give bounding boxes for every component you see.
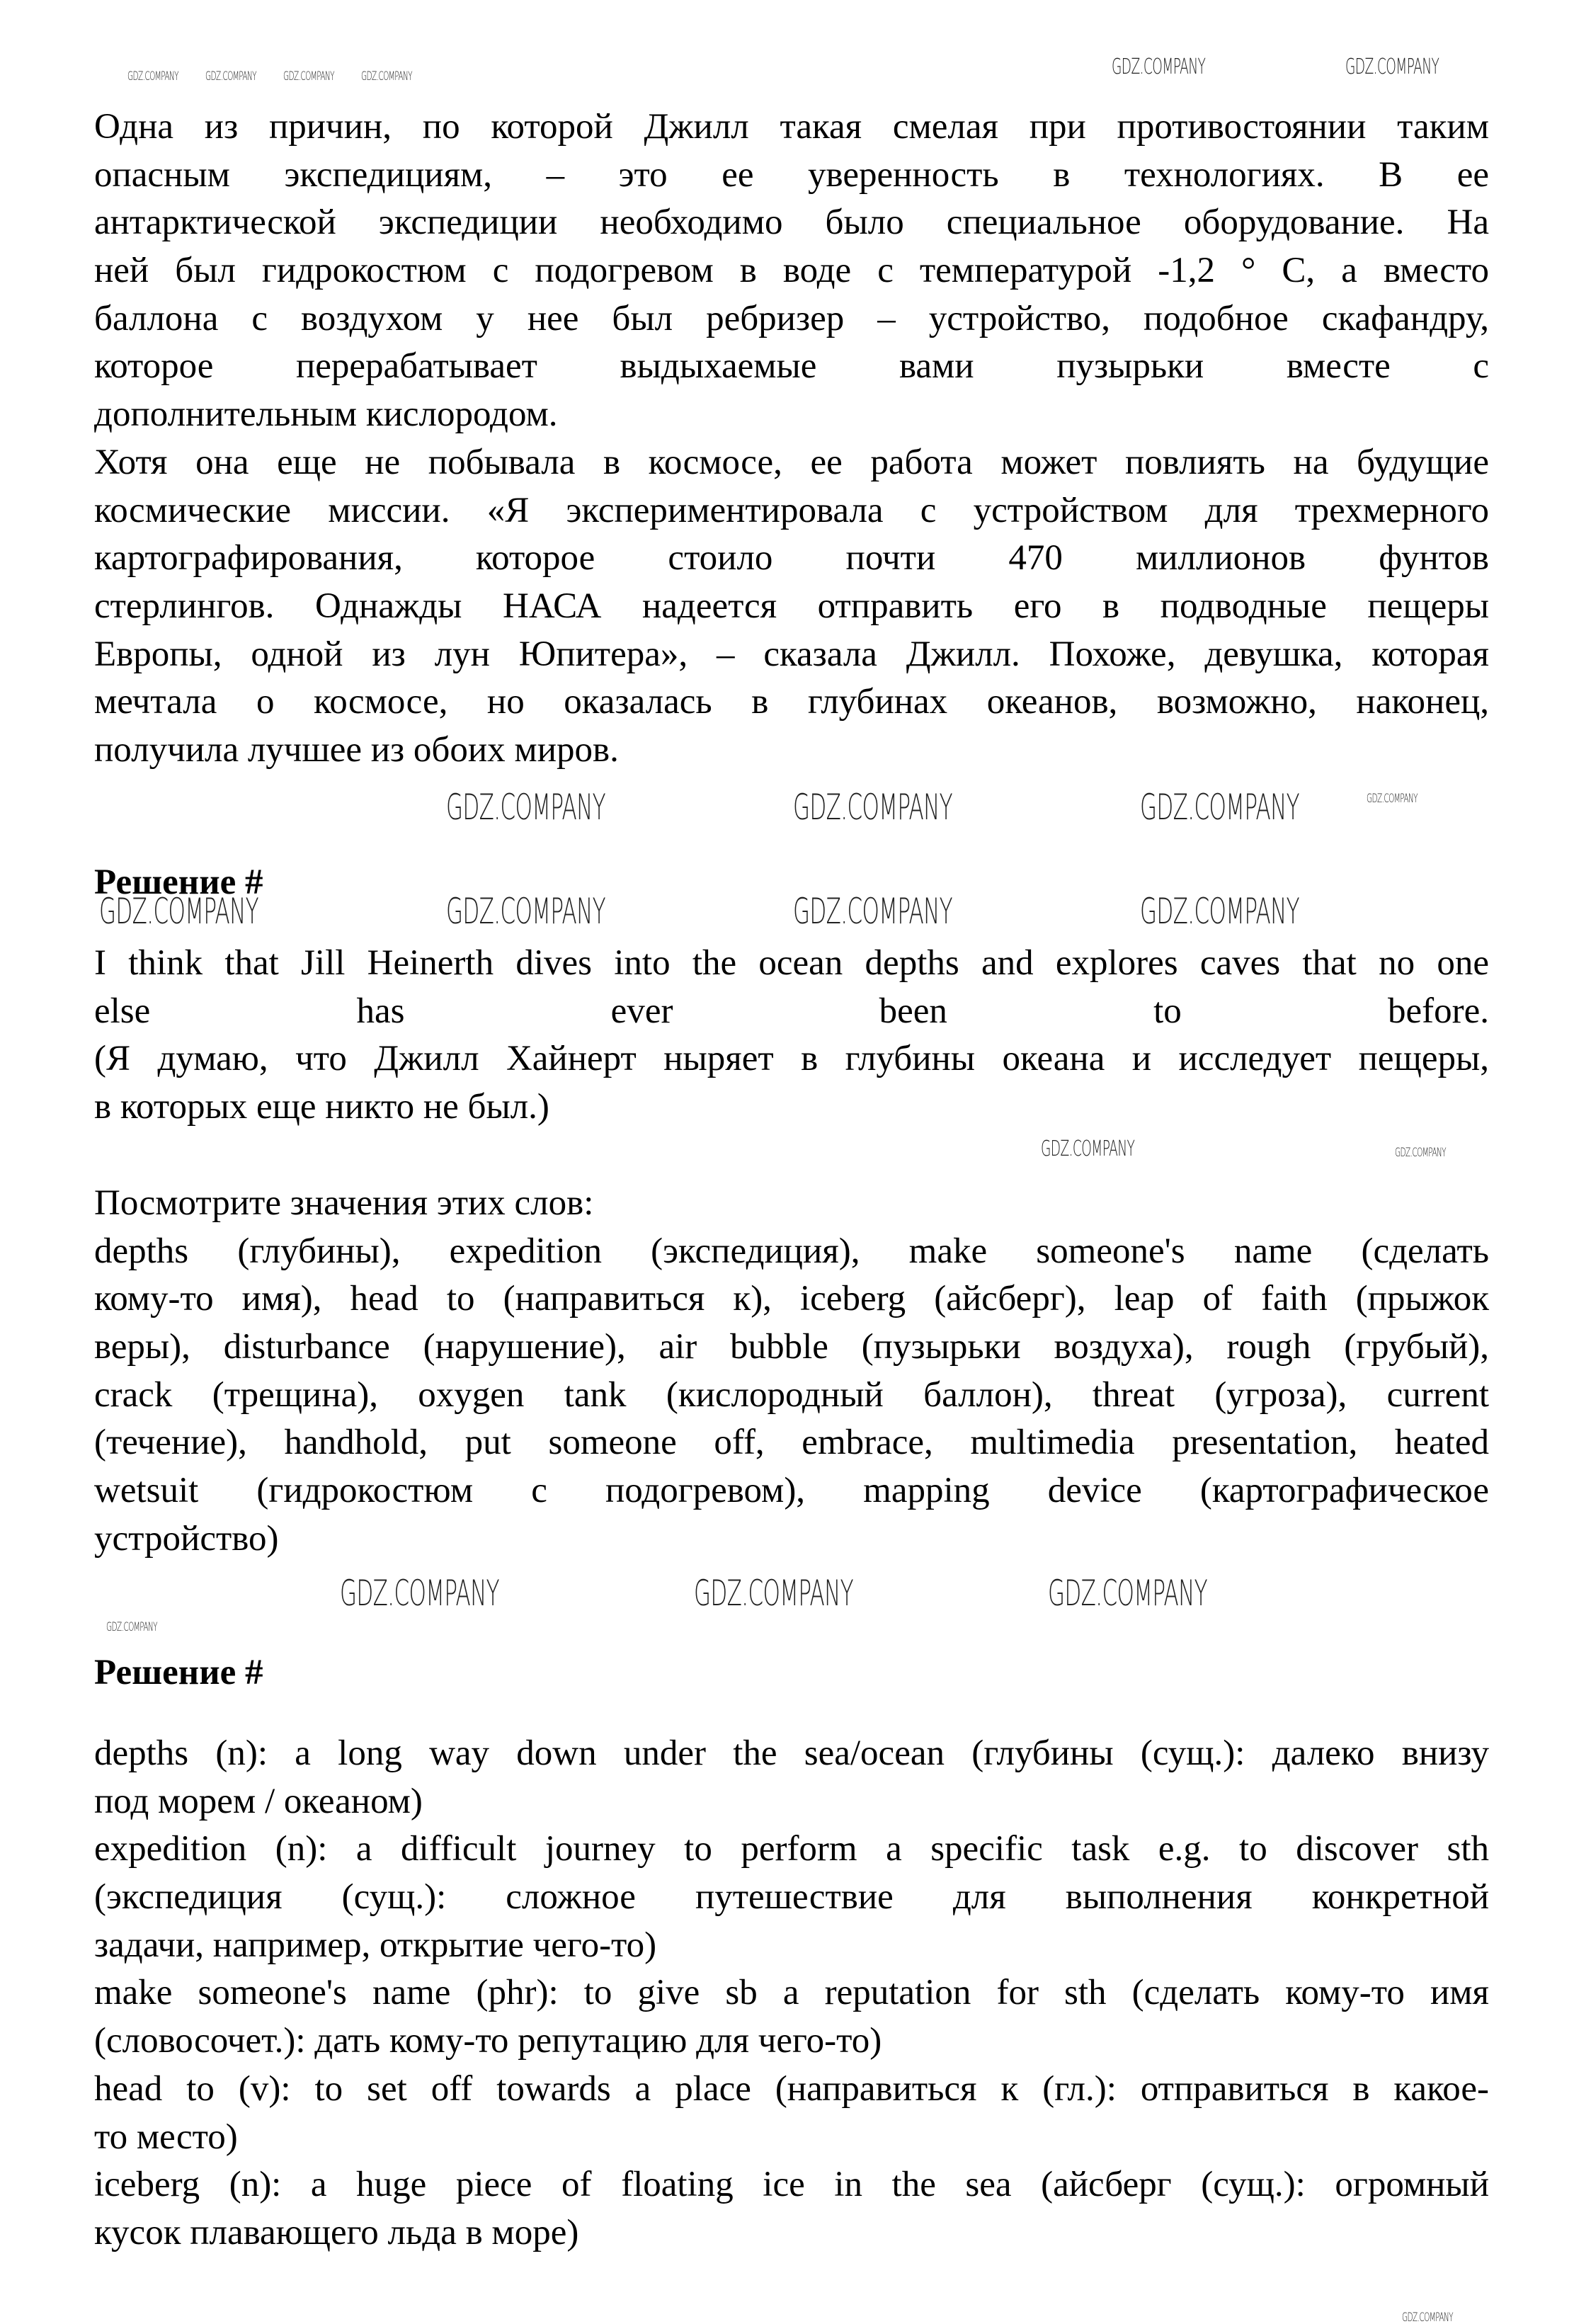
article-line: картографирования, которое стоило почти 470 миллионов фунтов: [94, 538, 1489, 579]
article-line: которое перерабатывает выдыхаемые вами пузырьки вместе с: [94, 346, 1489, 387]
vocab-line: (течение), handhold, put someone off, embrace, multimedia presentation, heated: [94, 1423, 1489, 1463]
definition-line: то место): [94, 2117, 238, 2157]
watermark: GDZ.COMPANY: [127, 69, 179, 84]
watermark: GDZ.COMPANY: [694, 1573, 854, 1614]
vocab-line: устройство): [94, 1518, 279, 1559]
vocab-intro: Посмотрите значения этих слов:: [94, 1183, 594, 1223]
article-text: [94, 103, 1489, 775]
watermark: GDZ.COMPANY: [340, 1573, 500, 1614]
article-line: Европы, одной из лун Юпитера», – сказала Джилл. Похоже, девушка, которая: [94, 634, 1489, 674]
definitions-list: [94, 1730, 1489, 2257]
definition-line: (словосочет.): дать кому-то репутацию для чего-то): [94, 2021, 882, 2061]
vocab-line: crack (трещина), oxygen tank (кислородный баллон), threat (угроза), current: [94, 1374, 1489, 1415]
watermark: GDZ.COMPANY: [361, 69, 413, 84]
article-line: Одна из причин, по которой Джилл такая смелая при противостоянии таким: [94, 107, 1489, 147]
watermark: GDZ.COMPANY: [99, 891, 259, 932]
watermark: GDZ.COMPANY: [446, 787, 606, 828]
definition-line: iceberg (n): a huge piece of floating ice in the sea (айсберг (сущ.): огромный: [94, 2165, 1489, 2205]
definition-line: под морем / океаном): [94, 1781, 423, 1821]
vocab-line: кому-то имя), head to (направиться к), iceberg (айсберг), leap of faith (прыжок: [94, 1279, 1489, 1319]
article-line: баллона с воздухом у нее был ребризер – устройство, подобное скафандру,: [94, 298, 1489, 338]
solution-1-answer: [94, 940, 1489, 1132]
translation-line: (Я думаю, что Джилл Хайнерт ныряет в глубины океана и исследует пещеры,: [94, 1039, 1489, 1079]
watermark: GDZ.COMPANY: [1402, 2311, 1454, 2324]
watermark: GDZ.COMPANY: [205, 69, 257, 84]
article-line: антарктической экспедиции необходимо было специальное оборудование. На: [94, 203, 1489, 243]
watermark: GDZ.COMPANY: [1345, 55, 1439, 79]
watermark: GDZ.COMPANY: [1112, 55, 1206, 79]
solution-1-heading: Решение #: [94, 862, 263, 902]
article-line: космические миссии. «Я экспериментировала с устройством для трехмерного: [94, 490, 1489, 530]
solution-2-heading: Решение #: [94, 1653, 263, 1692]
watermark: GDZ.COMPANY: [793, 787, 953, 828]
translation-line: в которых еще никто не был.): [94, 1087, 549, 1127]
vocab-line: wetsuit (гидрокостюм с подогревом), mapping device (картографическое: [94, 1471, 1489, 1511]
article-line: стерлингов. Однажды НАСА надеется отправить его в подводные пещеры: [94, 586, 1489, 626]
article-line: мечтала о космосе, но оказалась в глубинах океанов, возможно, наконец,: [94, 682, 1489, 722]
definition-line: (экспедиция (сущ.): сложное путешествие для выполнения конкретной: [94, 1877, 1489, 1918]
definition-line: задачи, например, открытие чего-то): [94, 1925, 657, 1965]
watermark: GDZ.COMPANY: [1395, 1146, 1447, 1160]
article-line: Хотя она еще не побывала в космосе, ее работа может повлиять на будущие: [94, 442, 1489, 482]
vocab-line: веры), disturbance (нарушение), air bubble (пузырьки воздуха), rough (грубый),: [94, 1327, 1489, 1367]
article-line: дополнительным кислородом.: [94, 394, 558, 435]
article-line: опасным экспедициям, – это ее уверенность в технологиях. В ее: [94, 154, 1489, 195]
article-line: ней был гидрокостюм с подогревом в воде с температурой -1,2 ° C, а вместо: [94, 251, 1489, 291]
definition-line: expedition (n): a difficult journey to perform a specific task e.g. to discover sth: [94, 1829, 1489, 1869]
answer-line: I think that Jill Heinerth dives into the ocean depths and explores caves that no one: [94, 943, 1489, 983]
watermark: GDZ.COMPANY: [106, 1620, 158, 1634]
watermark: GDZ.COMPANY: [1048, 1573, 1208, 1614]
article-line: получила лучшее из обоих миров.: [94, 729, 619, 770]
watermark: GDZ.COMPANY: [1041, 1137, 1135, 1161]
definition-line: make someone's name (phr): to give sb a reputation for sth (сделать кому-то имя: [94, 1973, 1489, 2013]
watermark: GDZ.COMPANY: [1367, 792, 1418, 806]
solution-2-section: [94, 1649, 1489, 1697]
definition-line: depths (n): a long way down under the sea/ocean (глубины (сущ.): далеко внизу: [94, 1733, 1489, 1773]
vocabulary-list: [94, 1180, 1489, 1563]
watermark: GDZ.COMPANY: [1140, 891, 1300, 932]
vocab-line: depths (глубины), expedition (экспедиция), make someone's name (сделать: [94, 1231, 1489, 1271]
definition-line: кусок плавающего льда в море): [94, 2212, 579, 2252]
answer-line: else has ever been to before.: [94, 991, 1489, 1031]
watermark: GDZ.COMPANY: [793, 891, 953, 932]
definition-line: head to (v): to set off towards a place (направиться к (гл.): отправиться в какое-: [94, 2068, 1489, 2109]
watermark: GDZ.COMPANY: [283, 69, 335, 84]
watermark: GDZ.COMPANY: [1140, 787, 1300, 828]
watermark: GDZ.COMPANY: [446, 891, 606, 932]
